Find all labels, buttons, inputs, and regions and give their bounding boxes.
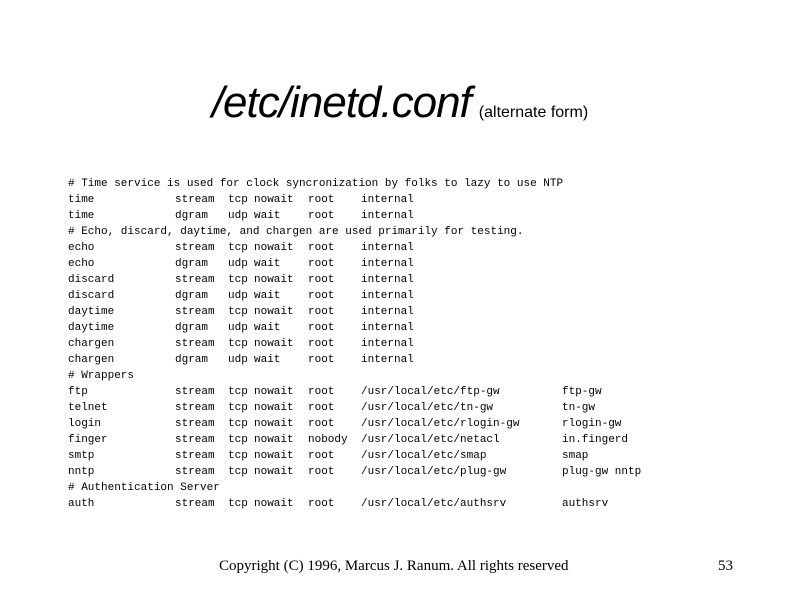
entry-socket: stream — [175, 306, 215, 318]
entry-socket: stream — [175, 274, 215, 286]
entry-wait: nowait — [254, 338, 294, 350]
entry-wait: nowait — [254, 306, 294, 318]
entry-socket: dgram — [175, 210, 209, 222]
entry-socket: stream — [175, 242, 215, 254]
entry-socket: dgram — [175, 354, 209, 366]
entry-service: finger — [68, 434, 108, 446]
entry-program: /usr/local/etc/plug-gw — [361, 466, 507, 478]
entry-wait: wait — [254, 258, 281, 270]
entry-args: plug-gw nntp — [562, 466, 642, 478]
entry-proto: tcp — [228, 450, 248, 462]
entry-wait: nowait — [254, 450, 294, 462]
entry-program: /usr/local/etc/netacl — [361, 434, 500, 446]
entry-program: /usr/local/etc/rlogin-gw — [361, 418, 520, 430]
copyright-notice: Copyright (C) 1996, Marcus J. Ranum. All rights reserved — [219, 558, 569, 574]
entry-service: discard — [68, 274, 115, 286]
entry-proto: tcp — [228, 402, 248, 414]
entry-user: nobody — [308, 434, 348, 446]
entry-service: daytime — [68, 306, 115, 318]
entry-user: root — [308, 258, 335, 270]
entry-socket: stream — [175, 386, 215, 398]
entry-proto: tcp — [228, 274, 248, 286]
entry-user: root — [308, 498, 335, 510]
entry-service: chargen — [68, 354, 115, 366]
entry-user: root — [308, 338, 335, 350]
entry-args: smap — [562, 450, 589, 462]
entry-proto: tcp — [228, 338, 248, 350]
entry-service: ftp — [68, 386, 88, 398]
entry-socket: stream — [175, 450, 215, 462]
comment-text: # Echo, discard, daytime, and chargen are used primarily for testing. — [68, 226, 524, 238]
entry-service: echo — [68, 242, 95, 254]
entry-user: root — [308, 274, 335, 286]
entry-proto: tcp — [228, 194, 248, 206]
entry-wait: wait — [254, 210, 281, 222]
entry-user: root — [308, 450, 335, 462]
comment-text: # Time service is used for clock syncronization by folks to lazy to use NTP — [68, 178, 564, 190]
entry-wait: nowait — [254, 418, 294, 430]
entry-socket: stream — [175, 402, 215, 414]
entry-program: internal — [361, 354, 414, 366]
slide-title — [0, 78, 800, 128]
entry-service: chargen — [68, 338, 115, 350]
entry-user: root — [308, 194, 335, 206]
entry-service: time — [68, 210, 95, 222]
entry-program: internal — [361, 290, 414, 302]
entry-socket: stream — [175, 434, 215, 446]
entry-wait: wait — [254, 322, 281, 334]
entry-proto: udp — [228, 258, 248, 270]
entry-args: authsrv — [562, 498, 609, 510]
entry-program: internal — [361, 242, 414, 254]
entry-args: rlogin-gw — [562, 418, 622, 430]
entry-proto: tcp — [228, 466, 248, 478]
entry-wait: nowait — [254, 386, 294, 398]
entry-proto: tcp — [228, 418, 248, 430]
entry-service: smtp — [68, 450, 95, 462]
entry-service: daytime — [68, 322, 115, 334]
entry-args: in.fingerd — [562, 434, 629, 446]
entry-user: root — [308, 354, 335, 366]
entry-user: root — [308, 386, 335, 398]
entry-service: echo — [68, 258, 95, 270]
entry-socket: dgram — [175, 290, 209, 302]
entry-user: root — [308, 210, 335, 222]
entry-proto: tcp — [228, 498, 248, 510]
entry-program: internal — [361, 258, 414, 270]
entry-proto: udp — [228, 290, 248, 302]
entry-service: login — [68, 418, 102, 430]
comment-text: # Authentication Server — [68, 482, 220, 494]
entry-user: root — [308, 466, 335, 478]
entry-args: tn-gw — [562, 402, 596, 414]
entry-proto: tcp — [228, 434, 248, 446]
entry-service: time — [68, 194, 95, 206]
entry-socket: dgram — [175, 258, 209, 270]
entry-program: internal — [361, 322, 414, 334]
entry-wait: nowait — [254, 242, 294, 254]
entry-wait: nowait — [254, 434, 294, 446]
entry-proto: tcp — [228, 242, 248, 254]
entry-proto: udp — [228, 322, 248, 334]
entry-program: internal — [361, 194, 414, 206]
entry-user: root — [308, 418, 335, 430]
entry-program: /usr/local/etc/ftp-gw — [361, 386, 500, 398]
entry-program: /usr/local/etc/tn-gw — [361, 402, 494, 414]
title-main: /etc/inetd.conf — [211, 78, 471, 127]
entry-wait: wait — [254, 290, 281, 302]
entry-user: root — [308, 242, 335, 254]
entry-program: internal — [361, 338, 414, 350]
entry-user: root — [308, 306, 335, 318]
entry-args: ftp-gw — [562, 386, 602, 398]
entry-wait: nowait — [254, 194, 294, 206]
entry-wait: nowait — [254, 498, 294, 510]
entry-socket: stream — [175, 338, 215, 350]
entry-wait: nowait — [254, 274, 294, 286]
entry-wait: nowait — [254, 466, 294, 478]
entry-proto: udp — [228, 210, 248, 222]
entry-proto: tcp — [228, 386, 248, 398]
entry-program: internal — [361, 210, 414, 222]
entry-wait: wait — [254, 354, 281, 366]
entry-service: discard — [68, 290, 115, 302]
entry-proto: udp — [228, 354, 248, 366]
entry-program: /usr/local/etc/smap — [361, 450, 487, 462]
entry-user: root — [308, 322, 335, 334]
title-subtitle: (alternate form) — [478, 104, 589, 121]
comment-text: # Wrappers — [68, 370, 135, 382]
entry-service: auth — [68, 498, 95, 510]
entry-program: internal — [361, 274, 414, 286]
entry-socket: stream — [175, 466, 215, 478]
entry-service: telnet — [68, 402, 108, 414]
entry-program: /usr/local/etc/authsrv — [361, 498, 507, 510]
entry-wait: nowait — [254, 402, 294, 414]
entry-socket: stream — [175, 418, 215, 430]
entry-socket: stream — [175, 194, 215, 206]
page-number: 53 — [718, 558, 733, 574]
entry-service: nntp — [68, 466, 95, 478]
entry-socket: dgram — [175, 322, 209, 334]
entry-user: root — [308, 402, 335, 414]
entry-user: root — [308, 290, 335, 302]
entry-proto: tcp — [228, 306, 248, 318]
entry-program: internal — [361, 306, 414, 318]
entry-socket: stream — [175, 498, 215, 510]
